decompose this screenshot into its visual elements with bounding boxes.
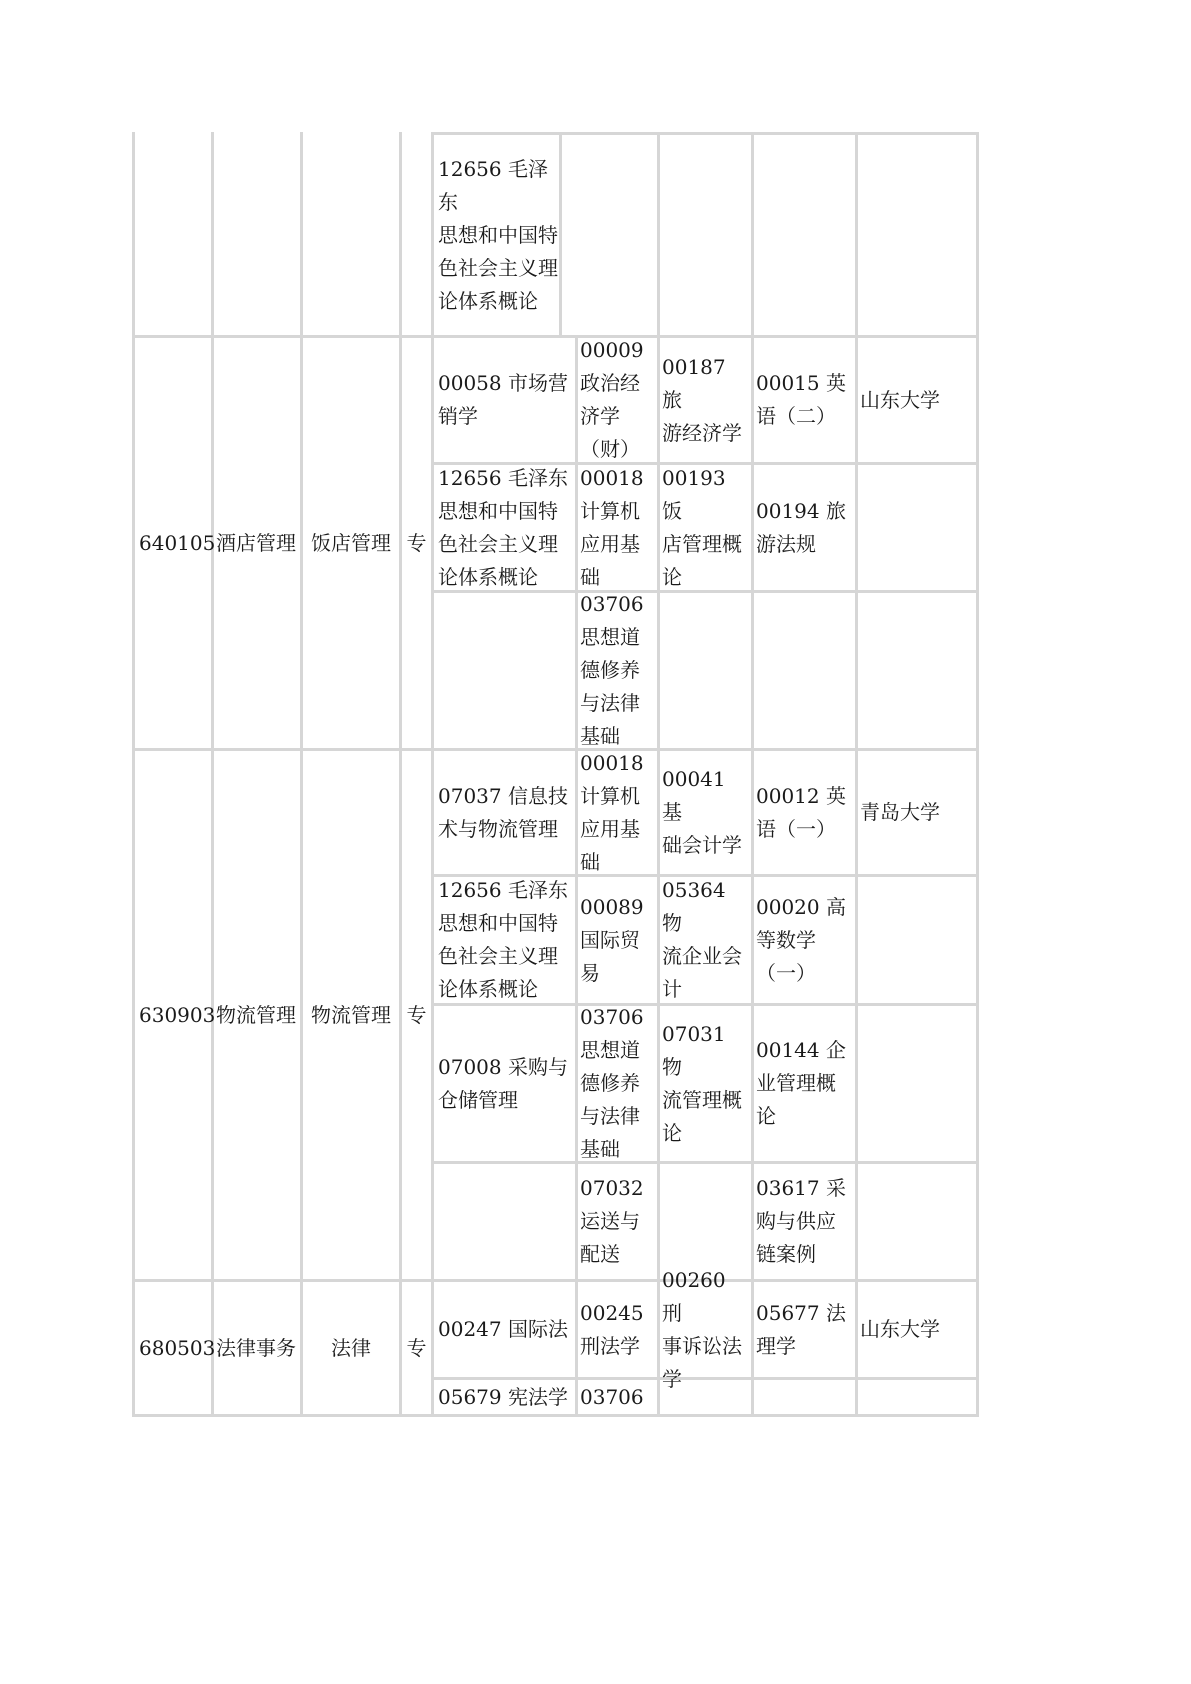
course-text: 03706 思想道 德修养 与法律 基础 — [580, 1005, 644, 1161]
course-text: 05679 宪法学 — [438, 1384, 568, 1409]
course-text: 00247 国际法 — [438, 1317, 568, 1341]
table-cell-original-name — [303, 751, 399, 1279]
table-cell-course — [754, 877, 855, 1003]
major-code: 630903 — [139, 1002, 216, 1027]
major-name: 酒店管理 — [216, 530, 296, 555]
table-cell-course — [754, 1006, 855, 1161]
course-text: 12656 毛泽东 思想和中国特 色社会主义理 论体系概论 — [438, 878, 568, 1001]
course-text: 12656 毛泽东 思想和中国特 色社会主义理 论体系概论 — [438, 157, 558, 313]
course-text: 00009 政治经 济学 （财） — [580, 338, 644, 461]
table-cell-course — [660, 1006, 751, 1161]
course-text: 00144 企 业管理概 论 — [756, 1038, 846, 1128]
table-cell-original-name — [303, 338, 399, 748]
table-cell-course — [578, 1282, 657, 1377]
major-name: 物流管理 — [216, 1002, 296, 1027]
table-cell-major-code — [137, 751, 216, 1279]
major-code: 640105 — [139, 530, 216, 555]
course-text: 00012 英 语（一） — [756, 783, 846, 841]
table-cell-course — [754, 1164, 855, 1279]
table-cell-course — [660, 1267, 751, 1391]
table-cell-course — [754, 338, 855, 462]
course-text: 03617 采 购与供应 链案例 — [756, 1176, 846, 1266]
table-cell-major-name — [214, 338, 300, 748]
table-cell-level — [402, 338, 431, 748]
course-text: 05677 法 理学 — [756, 1300, 846, 1358]
course-text: 00089 国际贸 易 — [580, 894, 644, 985]
table-cell-course — [578, 751, 657, 874]
table-cell-major-code — [137, 1282, 216, 1414]
table-cell-major-name — [214, 751, 300, 1279]
course-text: 00018 计算机 应用基 础 — [580, 465, 644, 589]
original-major-name: 物流管理 — [311, 1002, 391, 1027]
table-cell-level — [402, 1282, 431, 1414]
table-cell-level — [402, 751, 431, 1279]
course-text: 00260 刑 事诉讼法 学 — [662, 1267, 742, 1391]
table-cell-course — [578, 877, 657, 1003]
course-text: 00020 高 等数学 （一） — [756, 894, 846, 985]
original-major-name: 饭店管理 — [311, 530, 391, 555]
table-cell-school — [858, 338, 976, 462]
table-cell-course — [578, 465, 657, 590]
table-cell-course — [436, 751, 576, 874]
course-text: 00193 饭 店管理概 论 — [662, 465, 742, 589]
table-cell-course — [754, 1282, 855, 1377]
course-text: 07008 采购与 仓储管理 — [438, 1054, 568, 1112]
course-text: 07032 运送与 配送 — [580, 1176, 644, 1266]
table-cell-course — [436, 136, 560, 335]
table-cell-original-name — [303, 1282, 399, 1414]
level: 专 — [406, 1002, 427, 1027]
level: 专 — [406, 1335, 427, 1360]
table-cell-course — [660, 338, 751, 462]
table-cell-course — [578, 338, 657, 462]
course-text: 07037 信息技 术与物流管理 — [438, 783, 568, 841]
course-text: 00187 旅 游经济学 — [662, 354, 742, 445]
table-cell-course — [754, 751, 855, 874]
table-cell-course — [660, 751, 751, 874]
table-cell-course — [436, 465, 576, 590]
table-cell-course — [660, 877, 751, 1003]
table-cell-course — [436, 1282, 576, 1377]
table-cell-school — [858, 1282, 976, 1377]
table-cell-course — [578, 1164, 657, 1279]
table-cell-course — [436, 1380, 576, 1414]
school-name: 山东大学 — [860, 1317, 940, 1341]
course-text: 03706 — [580, 1384, 644, 1409]
school-name: 山东大学 — [860, 387, 940, 412]
original-major-name: 法律 — [331, 1335, 371, 1360]
course-text: 07031 物 流管理概 论 — [662, 1021, 742, 1145]
table-cell-major-code — [137, 338, 216, 748]
table-cell-school — [858, 751, 976, 874]
table-cell-course — [436, 338, 576, 462]
course-text: 05364 物 流企业会 计 — [662, 878, 742, 1001]
major-name: 法律事务 — [216, 1335, 296, 1360]
table-cell-course — [578, 593, 657, 748]
course-text: 12656 毛泽东 思想和中国特 色社会主义理 论体系概论 — [438, 465, 568, 589]
table-cell-course — [436, 877, 576, 1003]
table-cell-course — [436, 1006, 576, 1161]
school-name: 青岛大学 — [860, 800, 940, 824]
level: 专 — [406, 530, 427, 555]
course-text: 00058 市场营 销学 — [438, 371, 568, 428]
course-text: 00245 刑法学 — [580, 1300, 644, 1358]
table-cell-major-name — [214, 1282, 300, 1414]
course-text: 00194 旅 游法规 — [756, 498, 846, 556]
table-cell-course — [578, 1006, 657, 1161]
course-text: 00041 基 础会计学 — [662, 767, 742, 857]
course-text: 00018 计算机 应用基 础 — [580, 750, 644, 874]
table-cell-course — [754, 465, 855, 590]
major-code: 680503 — [139, 1335, 216, 1360]
table-cell-course — [578, 1380, 657, 1414]
course-text: 00015 英 语（二） — [756, 371, 846, 428]
course-text: 03706 思想道 德修养 与法律 基础 — [580, 592, 644, 748]
table-cell-course — [660, 465, 751, 590]
